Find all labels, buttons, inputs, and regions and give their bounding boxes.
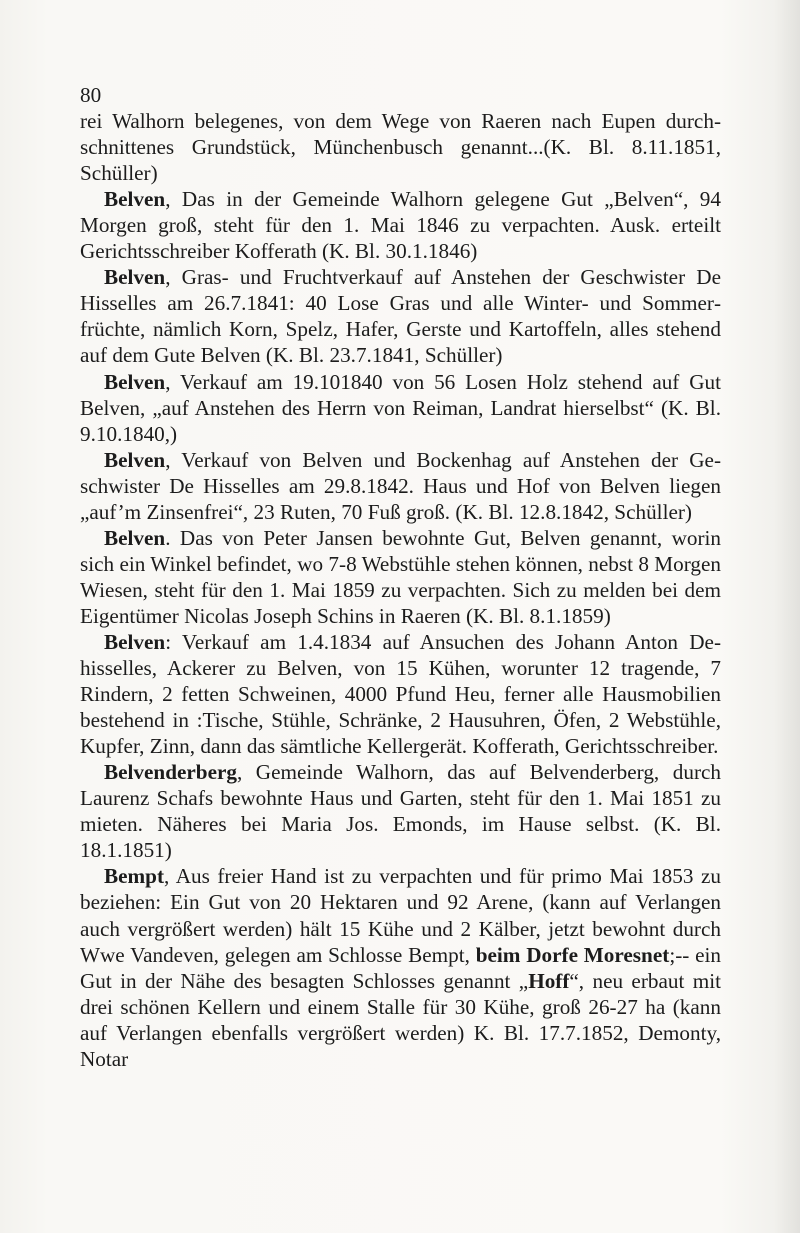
entry-headword: Bempt (104, 864, 165, 889)
entry-text: , Gras- und Fruchtverkauf auf Anstehen der Geschwister De Hisselles am 26.7.1841: 40 Lose Gras und alle Winter- und Sommerfrüchte, nämlich Korn, Spelz, Hafer, Gerste und Kartoffeln, alles stehend auf dem Gute Belven (K. Bl. 23.7.1841, Schüller) (80, 265, 721, 368)
entry-text: , Gemeinde Walhorn, das auf Belvenderberg, durch Laurenz Schafs bewohnte Haus und Garten, steht für den 1. Mai 1851 zu mieten. Näheres bei Maria Jos. Emonds, im Hause selbst. (K. Bl. 18.1.1851) (80, 760, 721, 863)
entry-headword: Belven (104, 265, 166, 290)
entry-headword: Belven (104, 525, 166, 550)
entry-belvenderberg-rent-1851 (80, 759, 721, 863)
page-edge-shadow (774, 0, 800, 1233)
entry-belven-sale-1834 (80, 629, 721, 759)
entry-headword: Belven (104, 369, 166, 394)
entry-belven-grass-sale-1841 (80, 264, 721, 368)
entry-headword: Belvenderberg (104, 760, 237, 785)
entry-belven-lease-1846 (80, 186, 721, 264)
entry-belven-bockenhag-sale-1842 (80, 447, 721, 525)
entry-emphasis-moresnet: beim Dorfe Moresnet (475, 942, 670, 967)
entry-text: , Aus freier Hand ist zu verpachten und für primo Mai 1853 zu beziehen: Ein Gut von 20 Hektaren und 92 Arene, (kann auf Verlangen auch vergrößert werden) hält 15 Kühe und 2 Kälber, jetzt bewohnt durch Wwe Vandeven, gelegen am Schlosse Bempt, (80, 864, 721, 967)
page-number: 80 (80, 83, 102, 107)
entry-text: , Verkauf am 19.101840 von 56 Losen Holz stehend auf Gut Belven, „auf Anstehen des Herrn von Reiman, Landrat hierselbst“ (K. Bl. 9.10.1840,) (80, 369, 721, 446)
entry-headword: Belven (104, 629, 166, 654)
entry-text: . Das von Peter Jansen bewohnte Gut, Belven genannt, worin sich ein Winkel befindet, wo 7-8 Webstühle stehen können, nebst 8 Morgen Wiesen, steht für den 1. Mai 1859 zu verpachten. Sich zu melden bei dem Eigentümer Nicolas Joseph Schins in Raeren (K. Bl. 8.1.1859) (80, 525, 721, 628)
entry-belven-lease-1859 (80, 525, 721, 629)
entry-text: , Verkauf von Belven und Bockenhag auf Anstehen der Geschwister De Hisselles am 29.8.1842. Haus und Hof von Belven liegen „auf’m Zinsenfrei“, 23 Ruten, 70 Fuß groß. (K. Bl. 12.8.1842, Schüller) (80, 447, 721, 524)
entry-text: ;-- ein Gut in der Nähe des besagten Schlosses genannt „ (80, 942, 721, 993)
entry-headword: Belven (104, 187, 166, 212)
entry-text: rei Walhorn belegenes, von dem Wege von Raeren nach Eupen durchschnittenes Grundstück, Münchenbusch genannt...(K. Bl. 8.11.1851, Schüller) (80, 109, 721, 186)
entry-text: : Verkauf am 1.4.1834 auf Ansuchen des Johann Anton Dehisselles, Ackerer zu Belven, von 15 Kühen, worunter 12 tragende, 7 Rindern, 2 fetten Schweinen, 4000 Pfund Heu, ferner alle Hausmobilien bestehend in :Tische, Stühle, Schränke, 2 Hausuhren, Öfen, 2 Webstühle, Kupfer, Zinn, dann das sämtliche Kellergerät. Kofferath, Gerichtsschreiber. (80, 629, 721, 759)
entry-walhorn-continued (80, 108, 721, 186)
entry-emphasis-hoff: Hoff (528, 968, 570, 993)
entry-headword: Belven (104, 447, 166, 472)
entry-text: “, neu erbaut mit drei schönen Kellern und einem Stalle für 30 Kühe, groß 26-27 ha (kann auf Verlangen ebenfalls vergrößert werden) K. Bl. 17.7.1852, Demonty, Notar (80, 968, 721, 1071)
entry-text: , Das in der Gemeinde Walhorn gelegene Gut „Belven“, 94 Morgen groß, steht für den 1. Mai 1846 zu verpachten. Ausk. erteilt Gerichtsschreiber Kofferath (K. Bl. 30.1.1846) (80, 187, 721, 264)
entry-bempt-lease-1853 (80, 863, 721, 1071)
entry-belven-wood-sale-1840 (80, 369, 721, 447)
text-column (80, 82, 721, 1072)
